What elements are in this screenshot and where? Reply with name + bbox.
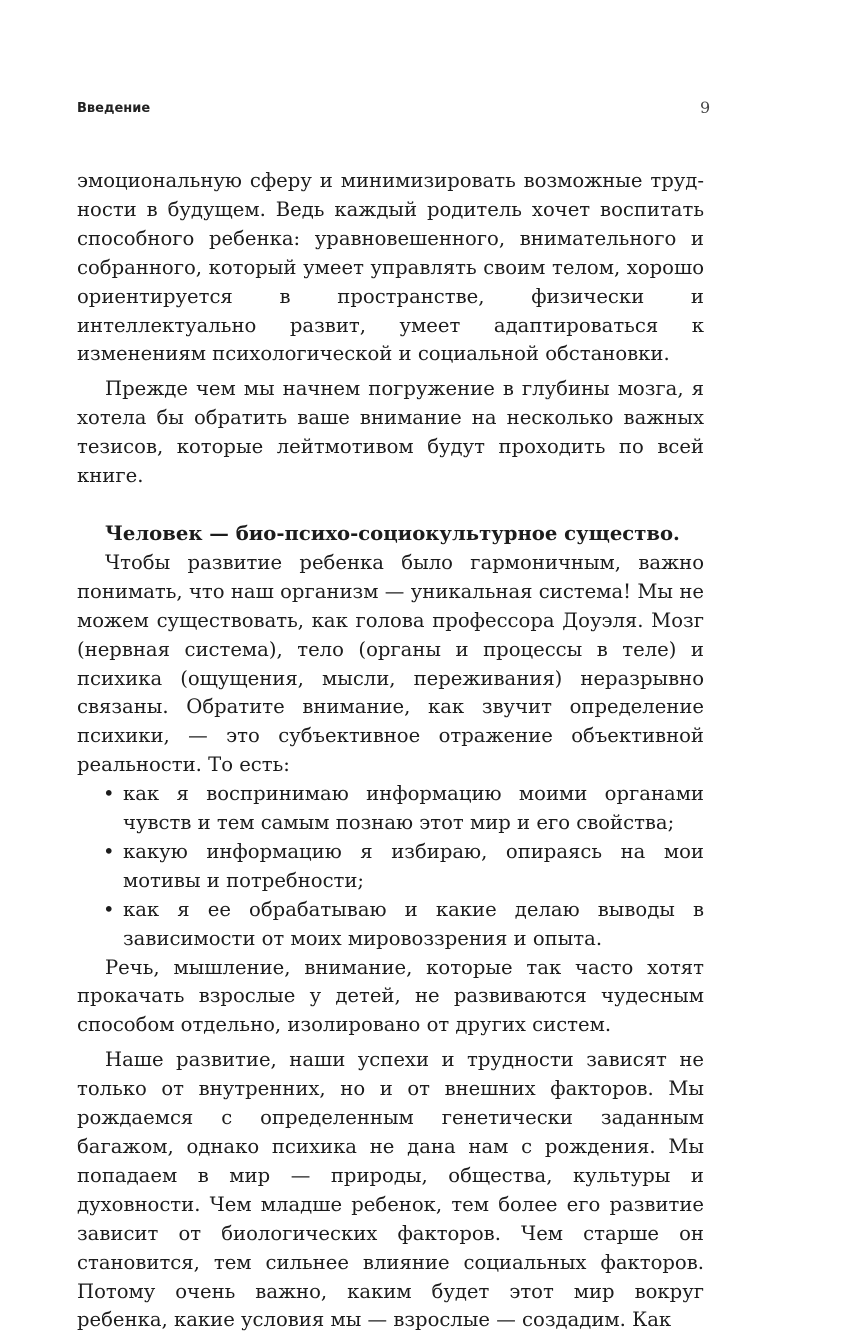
page-number: 9: [700, 98, 711, 117]
thesis-heading: Человек — био-психо-социокультурное существо.: [105, 521, 680, 545]
list-item: • как я ее обрабатываю и какие делаю выводы в зависимости от моих мировоззрения и опыта.: [123, 896, 704, 954]
paragraph-speech-thinking: Речь, мышление, внимание, которые так часто хотят прокачать взрослые у детей, не развиваются чудесным способом отдельно, изолировано от других систем.: [77, 955, 704, 1037]
paragraph-development-factors: Наше развитие, наши успехи и трудности зависят не только от внутренних, но и от внешних факторов. Мы рождаемся с определенным генетически заданным багажом, однако психика не дана нам с рождения. Мы попадаем в мир — природы, общества, культуры и духовности. Чем младше ребенок, тем более его развитие зависит от биологических факторов. Чем старше он становится, тем сильнее влияние социальных факторов. Потому очень важно, каким будет этот мир вокруг ребенка, какие условия мы — взрослые — создадим. Как: [77, 1048, 704, 1332]
page-body: [77, 167, 704, 1335]
list-item: • как я воспринимаю информацию моими органами чувств и тем самым познаю этот мир и его свойства;: [123, 780, 704, 838]
running-header-title: Введение: [77, 101, 151, 116]
paragraph-intro-theses: Прежде чем мы начнем погружение в глубины мозга, я хотела бы обратить ваше внимание на несколько важных тезисов, которые лейтмотивом будут проходить по всей книге.: [77, 377, 704, 488]
paragraph-continuation: эмоциональную сферу и минимизировать возможные трудности в будущем. Ведь каждый родитель хочет воспитать способного ребенка: уравновешенного, внимательного и собранного, который умеет управлять своим телом, хорошо ориентируется в пространстве, физически и интеллектуально развит, умеет адаптироваться к изменениям психологической и социальной обстановки.: [77, 169, 704, 366]
paragraph-integrity: Чтобы развитие ребенка было гармоничным, важно понимать, что наш организм — уникальная система! Мы не можем существовать, как голова профессора Доуэля. Мозг (нервная система), тело (органы и процессы в теле) и психика (ощущения, мысли, переживания) неразрывно связаны. Обратите внимание, как звучит определение психики, — это субъективное отражение объективной реальности. То есть:: [77, 550, 704, 777]
bullet-list: [77, 780, 704, 953]
list-item: • какую информацию я избираю, опираясь на мои мотивы и потребности;: [123, 838, 704, 896]
